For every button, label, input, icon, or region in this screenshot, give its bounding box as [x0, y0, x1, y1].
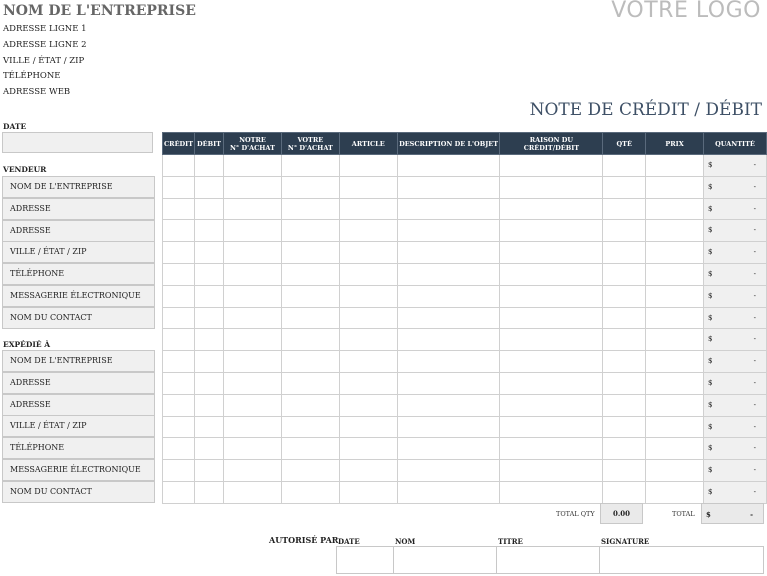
phone: TÉLÉPHONE [3, 71, 61, 81]
table-cell[interactable] [281, 329, 339, 351]
currency-symbol: $ [708, 444, 713, 453]
currency-symbol: $ [708, 161, 713, 169]
table-cell[interactable] [281, 394, 339, 416]
table-cell[interactable] [339, 372, 397, 394]
table-header-row [163, 133, 767, 155]
table-cell[interactable] [281, 307, 339, 329]
table-cell[interactable] [397, 242, 500, 264]
amount-value: - [753, 357, 756, 366]
table-cell[interactable] [339, 438, 397, 460]
table-cell[interactable] [339, 394, 397, 416]
table-cell[interactable] [195, 198, 224, 220]
table-cell[interactable] [646, 460, 704, 482]
table-cell[interactable] [195, 307, 224, 329]
currency-symbol: $ [708, 248, 713, 257]
table-row [163, 176, 767, 198]
table-cell[interactable] [281, 351, 339, 373]
table-cell[interactable] [195, 394, 224, 416]
currency-symbol: $ [708, 378, 713, 387]
table-cell[interactable] [397, 481, 500, 503]
table-cell[interactable] [646, 198, 704, 220]
table-cell[interactable] [195, 372, 224, 394]
table-cell[interactable] [224, 351, 282, 373]
table-cell[interactable] [339, 242, 397, 264]
amount-value: - [753, 182, 756, 191]
table-cell[interactable] [195, 351, 224, 373]
table-cell[interactable] [397, 176, 500, 198]
amount-value: - [753, 313, 756, 322]
document-title: NOTE DE CRÉDIT / DÉBIT [529, 100, 762, 120]
vendor-label: VENDEUR [3, 165, 47, 174]
sig-title-header: TITRE [498, 537, 523, 546]
table-cell[interactable] [704, 416, 767, 438]
table-cell[interactable] [224, 307, 282, 329]
sig-date-field[interactable] [336, 546, 394, 574]
table-cell[interactable] [603, 416, 646, 438]
table-cell[interactable] [224, 329, 282, 351]
table-cell[interactable] [195, 285, 224, 307]
table-cell[interactable] [195, 155, 224, 177]
table-cell[interactable] [163, 394, 195, 416]
table-row [163, 263, 767, 285]
table-cell[interactable] [646, 220, 704, 242]
table-cell[interactable] [500, 481, 603, 503]
table-cell[interactable] [646, 307, 704, 329]
amount-value: - [753, 335, 756, 344]
table-cell[interactable] [397, 394, 500, 416]
line-items-table [162, 132, 767, 504]
table-cell[interactable] [704, 481, 767, 503]
table-cell[interactable] [500, 351, 603, 373]
table-cell[interactable] [603, 351, 646, 373]
table-cell[interactable] [704, 263, 767, 285]
table-row [163, 307, 767, 329]
table-cell[interactable] [704, 220, 767, 242]
table-row [163, 372, 767, 394]
table-cell[interactable] [646, 438, 704, 460]
table-cell[interactable] [646, 394, 704, 416]
table-cell[interactable] [224, 394, 282, 416]
table-row [163, 242, 767, 264]
table-cell[interactable] [646, 155, 704, 177]
city-state-zip: VILLE / ÉTAT / ZIP [3, 56, 85, 66]
vendor-field[interactable]: NOM DU CONTACT [2, 307, 155, 329]
table-cell[interactable] [339, 176, 397, 198]
table-cell[interactable] [500, 372, 603, 394]
amount-value: - [753, 400, 756, 409]
table-cell[interactable] [224, 460, 282, 482]
table-cell[interactable] [224, 438, 282, 460]
amount-value: - [753, 487, 756, 496]
table-cell[interactable] [339, 198, 397, 220]
table-cell[interactable] [195, 176, 224, 198]
shipped-field[interactable]: TÉLÉPHONE [2, 437, 155, 459]
table-cell[interactable] [500, 438, 603, 460]
table-cell[interactable] [195, 460, 224, 482]
currency-symbol: $ [708, 291, 713, 300]
table-cell[interactable] [646, 351, 704, 373]
table-cell[interactable] [646, 263, 704, 285]
currency-symbol: $ [708, 487, 713, 496]
table-cell[interactable] [704, 460, 767, 482]
table-cell[interactable] [195, 416, 224, 438]
amount-value: - [753, 161, 756, 169]
table-cell[interactable] [704, 155, 767, 177]
vendor-field[interactable]: ADRESSE [2, 220, 155, 242]
currency-symbol: $ [708, 204, 713, 213]
table-cell[interactable] [224, 198, 282, 220]
address-line-1: ADRESSE LIGNE 1 [3, 24, 87, 34]
table-row [163, 416, 767, 438]
table-cell[interactable] [163, 416, 195, 438]
table-cell[interactable] [281, 438, 339, 460]
sig-name-field[interactable] [393, 546, 497, 574]
table-cell[interactable] [704, 285, 767, 307]
table-cell[interactable] [500, 329, 603, 351]
table-cell[interactable] [163, 220, 195, 242]
table-cell[interactable] [224, 176, 282, 198]
table-row [163, 481, 767, 503]
table-cell[interactable] [339, 481, 397, 503]
table-cell[interactable] [163, 155, 195, 177]
shipped-field[interactable]: ADRESSE [2, 372, 155, 394]
table-cell[interactable] [397, 438, 500, 460]
table-cell[interactable] [339, 220, 397, 242]
table-cell[interactable] [281, 263, 339, 285]
table-body [163, 155, 767, 504]
table-row [163, 460, 767, 482]
table-cell[interactable] [281, 220, 339, 242]
shipped-field[interactable]: ADRESSE [2, 394, 155, 416]
vendor-field[interactable]: MESSAGERIE ÉLECTRONIQUE [2, 285, 155, 307]
table-cell[interactable] [195, 242, 224, 264]
total-qty-value: 0.00 [600, 503, 643, 524]
table-cell[interactable] [397, 307, 500, 329]
table-cell[interactable] [397, 263, 500, 285]
shipped-field[interactable]: NOM DE L'ENTREPRISE [2, 350, 155, 372]
column-header: QUANTITÉ [704, 133, 767, 155]
shipped-to-label: EXPÉDIÉ À [3, 340, 51, 349]
table-row [163, 155, 767, 177]
column-header: ARTICLE [339, 133, 397, 155]
currency-symbol: $ [708, 466, 713, 475]
table-cell[interactable] [339, 307, 397, 329]
table-cell[interactable] [646, 285, 704, 307]
table-cell[interactable] [603, 198, 646, 220]
logo-placeholder: VOTRE LOGO [611, 0, 761, 23]
table-cell[interactable] [224, 285, 282, 307]
currency-symbol: $ [708, 335, 713, 344]
column-header: DESCRIPTION DE L'OBJET [397, 133, 500, 155]
amount-value: - [753, 204, 756, 213]
table-cell[interactable] [704, 372, 767, 394]
total-qty-label: TOTAL QTY [556, 510, 595, 518]
table-cell[interactable] [195, 329, 224, 351]
table-cell[interactable] [163, 481, 195, 503]
table-cell[interactable] [500, 394, 603, 416]
table-cell[interactable] [397, 460, 500, 482]
amount-value: - [753, 269, 756, 278]
table-cell[interactable] [281, 176, 339, 198]
table-cell[interactable] [500, 220, 603, 242]
column-header: CRÉDIT [163, 133, 195, 155]
table-cell[interactable] [500, 176, 603, 198]
table-cell[interactable] [281, 481, 339, 503]
table-cell[interactable] [163, 285, 195, 307]
table-cell[interactable] [163, 460, 195, 482]
currency-symbol: $ [708, 357, 713, 366]
table-cell[interactable] [704, 198, 767, 220]
table-cell[interactable] [646, 176, 704, 198]
table-cell[interactable] [397, 155, 500, 177]
currency-symbol: $ [708, 269, 713, 278]
table-cell[interactable] [163, 372, 195, 394]
table-cell[interactable] [704, 351, 767, 373]
table-cell[interactable] [603, 460, 646, 482]
table-cell[interactable] [704, 242, 767, 264]
table-cell[interactable] [704, 394, 767, 416]
table-cell[interactable] [281, 155, 339, 177]
table-cell[interactable] [500, 263, 603, 285]
table-cell[interactable] [603, 285, 646, 307]
table-cell[interactable] [603, 481, 646, 503]
table-cell[interactable] [646, 481, 704, 503]
table-cell[interactable] [281, 416, 339, 438]
vendor-field[interactable]: VILLE / ÉTAT / ZIP [2, 241, 155, 263]
table-cell[interactable] [163, 242, 195, 264]
table-row [163, 351, 767, 373]
table-cell[interactable] [281, 242, 339, 264]
table-cell[interactable] [603, 329, 646, 351]
table-cell[interactable] [224, 263, 282, 285]
sig-name-header: NOM [395, 537, 416, 546]
table-cell[interactable] [281, 198, 339, 220]
table-cell[interactable] [195, 438, 224, 460]
sig-title-field[interactable] [496, 546, 600, 574]
company-name: NOM DE L'ENTREPRISE [3, 3, 196, 19]
table-row [163, 198, 767, 220]
table-cell[interactable] [646, 372, 704, 394]
table-cell[interactable] [281, 372, 339, 394]
table-cell[interactable] [704, 176, 767, 198]
table-cell[interactable] [224, 481, 282, 503]
table-cell[interactable] [397, 220, 500, 242]
table-cell[interactable] [224, 372, 282, 394]
currency-symbol: $ [708, 422, 713, 431]
table-cell[interactable] [603, 438, 646, 460]
currency-symbol: $ [708, 313, 713, 322]
table-cell[interactable] [397, 416, 500, 438]
column-header: RAISON DU CRÉDIT/DÉBIT [500, 133, 603, 155]
table-cell[interactable] [339, 460, 397, 482]
table-cell[interactable] [224, 155, 282, 177]
table-row [163, 220, 767, 242]
total-value: - [750, 510, 753, 519]
amount-value: - [753, 226, 756, 235]
table-cell[interactable] [163, 329, 195, 351]
web-address: ADRESSE WEB [3, 87, 71, 97]
vendor-field[interactable]: ADRESSE [2, 198, 155, 220]
column-header: PRIX [646, 133, 704, 155]
table-cell[interactable] [397, 351, 500, 373]
table-cell[interactable] [339, 351, 397, 373]
table-cell[interactable] [704, 438, 767, 460]
table-cell[interactable] [603, 220, 646, 242]
table-cell[interactable] [195, 220, 224, 242]
shipped-field[interactable]: MESSAGERIE ÉLECTRONIQUE [2, 459, 155, 481]
table-cell[interactable] [704, 307, 767, 329]
amount-value: - [753, 291, 756, 300]
table-cell[interactable] [397, 198, 500, 220]
table-row [163, 438, 767, 460]
date-label: DATE [3, 122, 27, 131]
table-cell[interactable] [704, 329, 767, 351]
table-cell[interactable] [603, 155, 646, 177]
currency-symbol: $ [708, 400, 713, 409]
table-cell[interactable] [195, 481, 224, 503]
table-cell[interactable] [603, 242, 646, 264]
shipped-field[interactable]: NOM DU CONTACT [2, 481, 155, 503]
amount-value: - [753, 466, 756, 475]
amount-value: - [753, 422, 756, 431]
total-amount-box [701, 503, 764, 524]
table-cell[interactable] [603, 307, 646, 329]
table-cell[interactable] [500, 460, 603, 482]
table-cell[interactable] [163, 307, 195, 329]
table-cell[interactable] [603, 176, 646, 198]
amount-value: - [753, 378, 756, 387]
table-cell[interactable] [500, 242, 603, 264]
amount-value: - [753, 248, 756, 257]
shipped-field[interactable]: VILLE / ÉTAT / ZIP [2, 415, 155, 437]
table-cell[interactable] [646, 329, 704, 351]
currency-symbol: $ [708, 226, 713, 235]
column-header: QTÉ [603, 133, 646, 155]
address-line-2: ADRESSE LIGNE 2 [3, 40, 87, 50]
table-cell[interactable] [500, 285, 603, 307]
date-field[interactable] [2, 132, 153, 153]
table-cell[interactable] [500, 307, 603, 329]
table-cell[interactable] [500, 155, 603, 177]
table-cell[interactable] [195, 263, 224, 285]
table-cell[interactable] [339, 263, 397, 285]
table-cell[interactable] [603, 394, 646, 416]
table-cell[interactable] [163, 198, 195, 220]
vendor-field[interactable]: TÉLÉPHONE [2, 263, 155, 285]
table-cell[interactable] [339, 329, 397, 351]
table-cell[interactable] [603, 372, 646, 394]
table-row [163, 285, 767, 307]
table-cell[interactable] [339, 416, 397, 438]
table-cell[interactable] [163, 438, 195, 460]
vendor-field[interactable]: NOM DE L'ENTREPRISE [2, 176, 155, 198]
table-row [163, 394, 767, 416]
table-cell[interactable] [339, 155, 397, 177]
table-cell[interactable] [646, 242, 704, 264]
table-cell[interactable] [224, 416, 282, 438]
table-cell[interactable] [339, 285, 397, 307]
table-cell[interactable] [281, 285, 339, 307]
table-cell[interactable] [603, 263, 646, 285]
total-label: TOTAL [672, 510, 695, 518]
sig-date-header: DATE [338, 537, 360, 546]
table-cell[interactable] [163, 351, 195, 373]
table-cell[interactable] [224, 220, 282, 242]
table-cell[interactable] [397, 329, 500, 351]
column-header: VOTRE N° D'ACHAT [281, 133, 339, 155]
table-cell[interactable] [163, 176, 195, 198]
table-cell[interactable] [397, 285, 500, 307]
table-cell[interactable] [500, 198, 603, 220]
total-currency: $ [706, 510, 711, 519]
column-header: DÉBIT [195, 133, 224, 155]
table-cell[interactable] [163, 263, 195, 285]
sig-signature-header: SIGNATURE [601, 537, 650, 546]
amount-value: - [753, 444, 756, 453]
table-cell[interactable] [281, 460, 339, 482]
sig-signature-field[interactable] [599, 546, 764, 574]
currency-symbol: $ [708, 182, 713, 191]
table-row [163, 329, 767, 351]
table-cell[interactable] [500, 416, 603, 438]
table-cell[interactable] [224, 242, 282, 264]
column-header: NOTRE N° D'ACHAT [224, 133, 282, 155]
table-cell[interactable] [646, 416, 704, 438]
authorized-by-label: AUTORISÉ PAR : [269, 535, 345, 545]
table-cell[interactable] [397, 372, 500, 394]
